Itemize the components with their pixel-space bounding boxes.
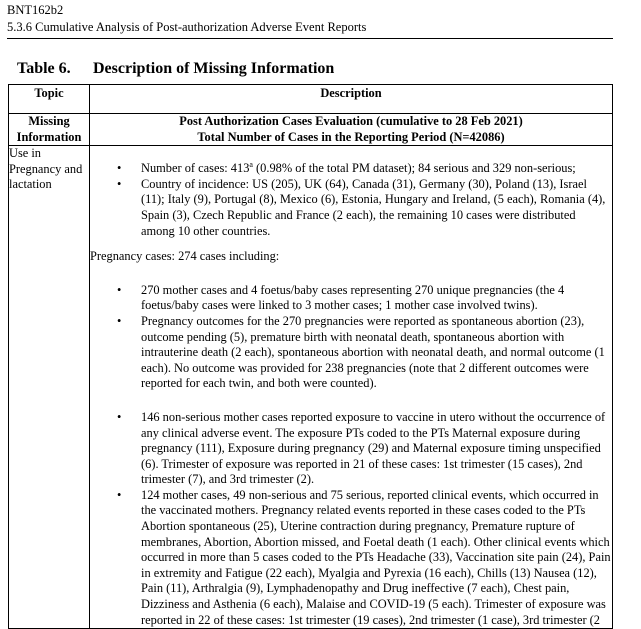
- case-summary-list: [90, 161, 612, 239]
- missing-information-table: [8, 84, 613, 629]
- description-cell: [90, 146, 613, 629]
- footnote-marker: a: [249, 160, 253, 170]
- cases-evaluation-heading: [90, 114, 613, 146]
- total-cases-line: Total Number of Cases in the Reporting Period (N=42086): [197, 129, 505, 144]
- bullet-icon: •: [117, 161, 122, 176]
- missing-information-row: [9, 114, 613, 146]
- table-number: Table 6.: [17, 60, 71, 77]
- document-header: [7, 2, 612, 36]
- list-item: • 124 mother cases, 49 non-serious and 75 serious, reported clinical events, which occurred in the vaccinated mothers. Pregnancy related events reported in these cases coded to the PTs Abortion spontaneous (25), Uterine contraction during pregnancy, Premature rupture of membranes, Abortion, Abortion missed, and Foetal death (1 each). Other clinical events which occurred in more than 5 cases coded to the PTs Headache (33), Vaccination site pain (24), Pain in extremity and Fatigue (22 each), Myalgia and Pyrexia (16 each), Chills (13) Nausea (12), Pain (11), Arthralgia (9), Lymphadenopathy and Drug ineffective (7 each), Chest pain, Dizziness and Asthenia (6 each), Malaise and COVID-19 (5 each). Trimester of exposure was reported in 22 of these cases: 1st trimester (19 cases), 2nd trimester (1 case), 3rd trimester (2: [117, 487, 611, 627]
- list-item: • Country of incidence: US (205), UK (64), Canada (31), Germany (30), Poland (13), Israel (11); Italy (9), Portugal (8), Mexico (6), Estonia, Hungary and Ireland, (5 each), Romania (4), Spain (3), Czech Republic and France (2 each), the remaining 10 cases were distributed among 10 other countries.: [117, 176, 606, 238]
- mother-cases-list: [90, 410, 612, 628]
- topic-cell: Use in Pregnancy and lactation: [9, 146, 90, 629]
- evaluation-period-line: Post Authorization Cases Evaluation (cumulative to 28 Feb 2021): [179, 114, 523, 128]
- bullet-icon: •: [117, 176, 122, 191]
- pregnancy-details-list: [90, 283, 612, 392]
- list-item: • 270 mother cases and 4 foetus/baby cases representing 270 unique pregnancies (the 4 foetus/baby cases were linked to 3 mother cases; 1 mother case involved twins).: [117, 282, 565, 313]
- pregnancy-row: [9, 146, 613, 629]
- table-title-text: Description of Missing Information: [93, 60, 335, 77]
- pregnancy-cases-heading: Pregnancy cases: 274 cases including:: [90, 249, 280, 264]
- topic-column-header: Topic: [9, 85, 90, 114]
- list-item: • Pregnancy outcomes for the 270 pregnancies were reported as spontaneous abortion (23), outcome pending (5), premature birth with neonatal death, spontaneous abortion with intrauterine death (2 each), spontaneous abortion with neonatal death, and normal outcome (1 each). No outcome was provided for 238 pregnancies (note that 2 different outcomes were reported for each twin, and both were counted).: [117, 313, 605, 391]
- bullet-icon: •: [117, 313, 122, 328]
- product-name: BNT162b2: [7, 3, 64, 17]
- bullet-icon: •: [117, 487, 122, 502]
- list-item: • 146 non-serious mother cases reported exposure to vaccine in utero without the occurrence of any clinical adverse event. The exposure PTs coded to the PTs Maternal exposure during pregnancy (111), Exposure during pregnancy (29) and Maternal exposure timing unspecified (6). Trimester of exposure was reported in 21 of these cases: 1st trimester (15 cases), 2nd trimester (7), and 3rd trimester (2).: [117, 409, 606, 487]
- bullet-icon: •: [117, 409, 122, 424]
- section-title: 5.3.6 Cumulative Analysis of Post-authorization Adverse Event Reports: [7, 20, 367, 34]
- bullet-icon: •: [117, 282, 122, 297]
- header-row: [9, 85, 613, 114]
- table-caption: [17, 59, 334, 79]
- header-divider: [7, 38, 613, 39]
- description-column-header: Description: [90, 85, 613, 114]
- missing-information-label: Missing Information: [9, 114, 90, 146]
- list-item: • Number of cases: 413$^a$ (0.98% of the total PM dataset); 84 serious and 329 non-serious;: [117, 160, 576, 176]
